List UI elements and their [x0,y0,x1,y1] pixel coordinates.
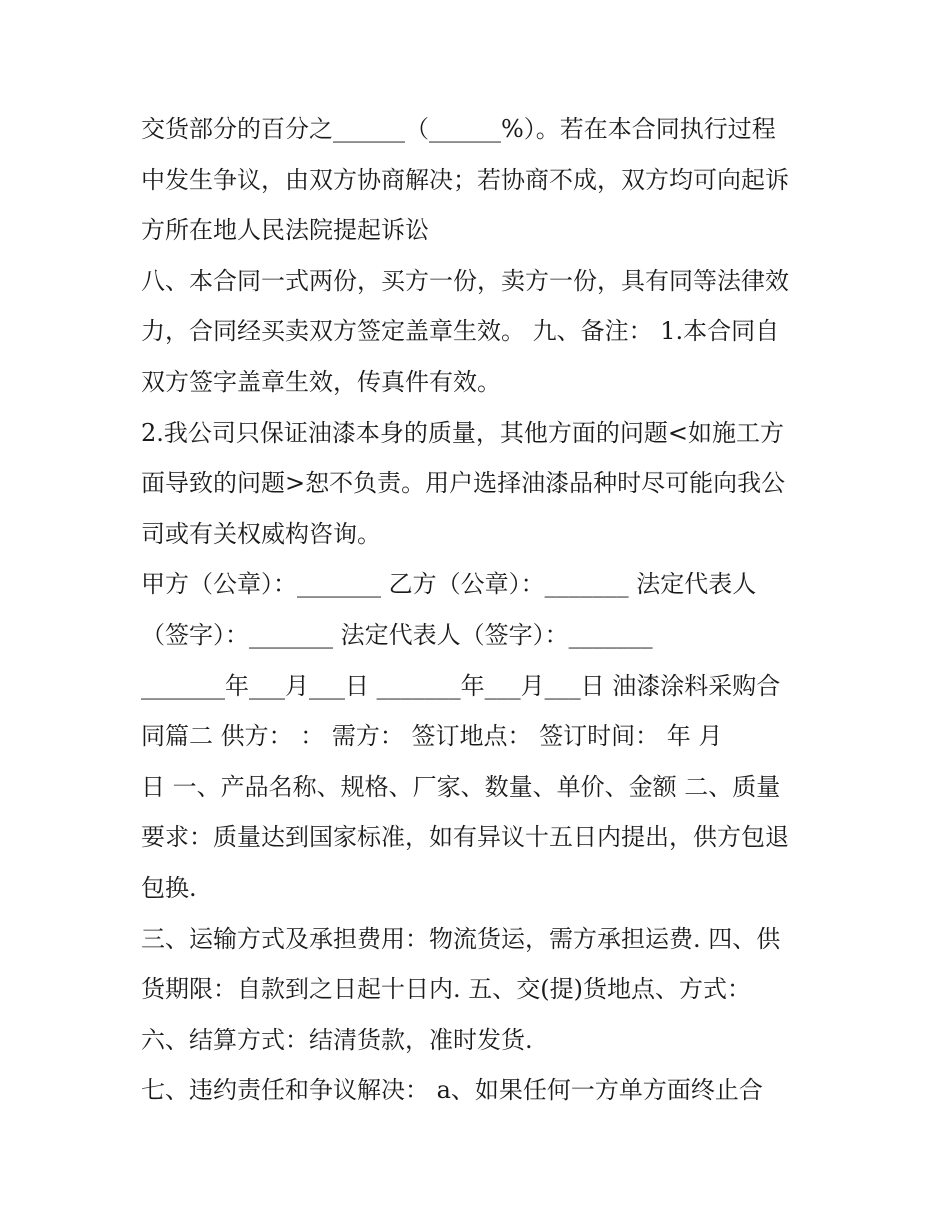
text-line: 交货部分的百分之______（______%）。若在本合同执行过程 [141,115,776,143]
text-line: 司或有关权威构咨询。 [141,519,381,548]
text-line: 同篇二 供方： ： 需方： 签订地点： 签订时间： 年 月 [141,722,723,751]
text-line: 六、结算方式：结清货款，准时发货. [141,1025,533,1054]
text-line: 力，合同经买卖双方签定盖章生效。 九、备注： 1.本合同自 [141,317,780,346]
text-line: 甲方（公章）：_______ 乙方（公章）：_______ 法定代表人 [141,570,757,599]
text-line: 方所在地人民法院提起诉讼 [141,216,429,245]
text-line: _______年___月___日 _______年___月___日 油漆涂料采购合 [141,671,781,700]
text-line: 包换. [141,873,197,902]
text-line: 2.我公司只保证油漆本身的质量，其他方面的问题<如施工方 [141,418,785,447]
text-line: （签字）：_______ 法定代表人（签字）：_______ [141,620,653,649]
text-line: 要求：质量达到国家标准，如有异议十五日内提出，供方包退 [141,823,789,852]
text-line: 三、运输方式及承担费用：物流货运，需方承担运费. 四、供 [141,924,781,953]
text-line: 七、违约责任和争议解决： a、如果任何一方单方面终止合 [141,1076,763,1105]
contract-text [141,104,821,1116]
text-line: 八、本合同一式两份，买方一份，卖方一份，具有同等法律效 [141,266,789,295]
text-line: 日 一、产品名称、规格、厂家、数量、单价、金额 二、质量 [141,772,781,801]
text-line: 货期限：自款到之日起十日内. 五、交(提)货地点、方式： [141,975,751,1004]
text-line: 双方签字盖章生效，传真件有效。 [141,367,501,396]
text-line: 面导致的问题>恕不负责。用户选择油漆品种时尽可能向我公 [141,469,786,498]
text-line: 中发生争议，由双方协商解决；若协商不成，双方均可向起诉 [141,165,789,194]
